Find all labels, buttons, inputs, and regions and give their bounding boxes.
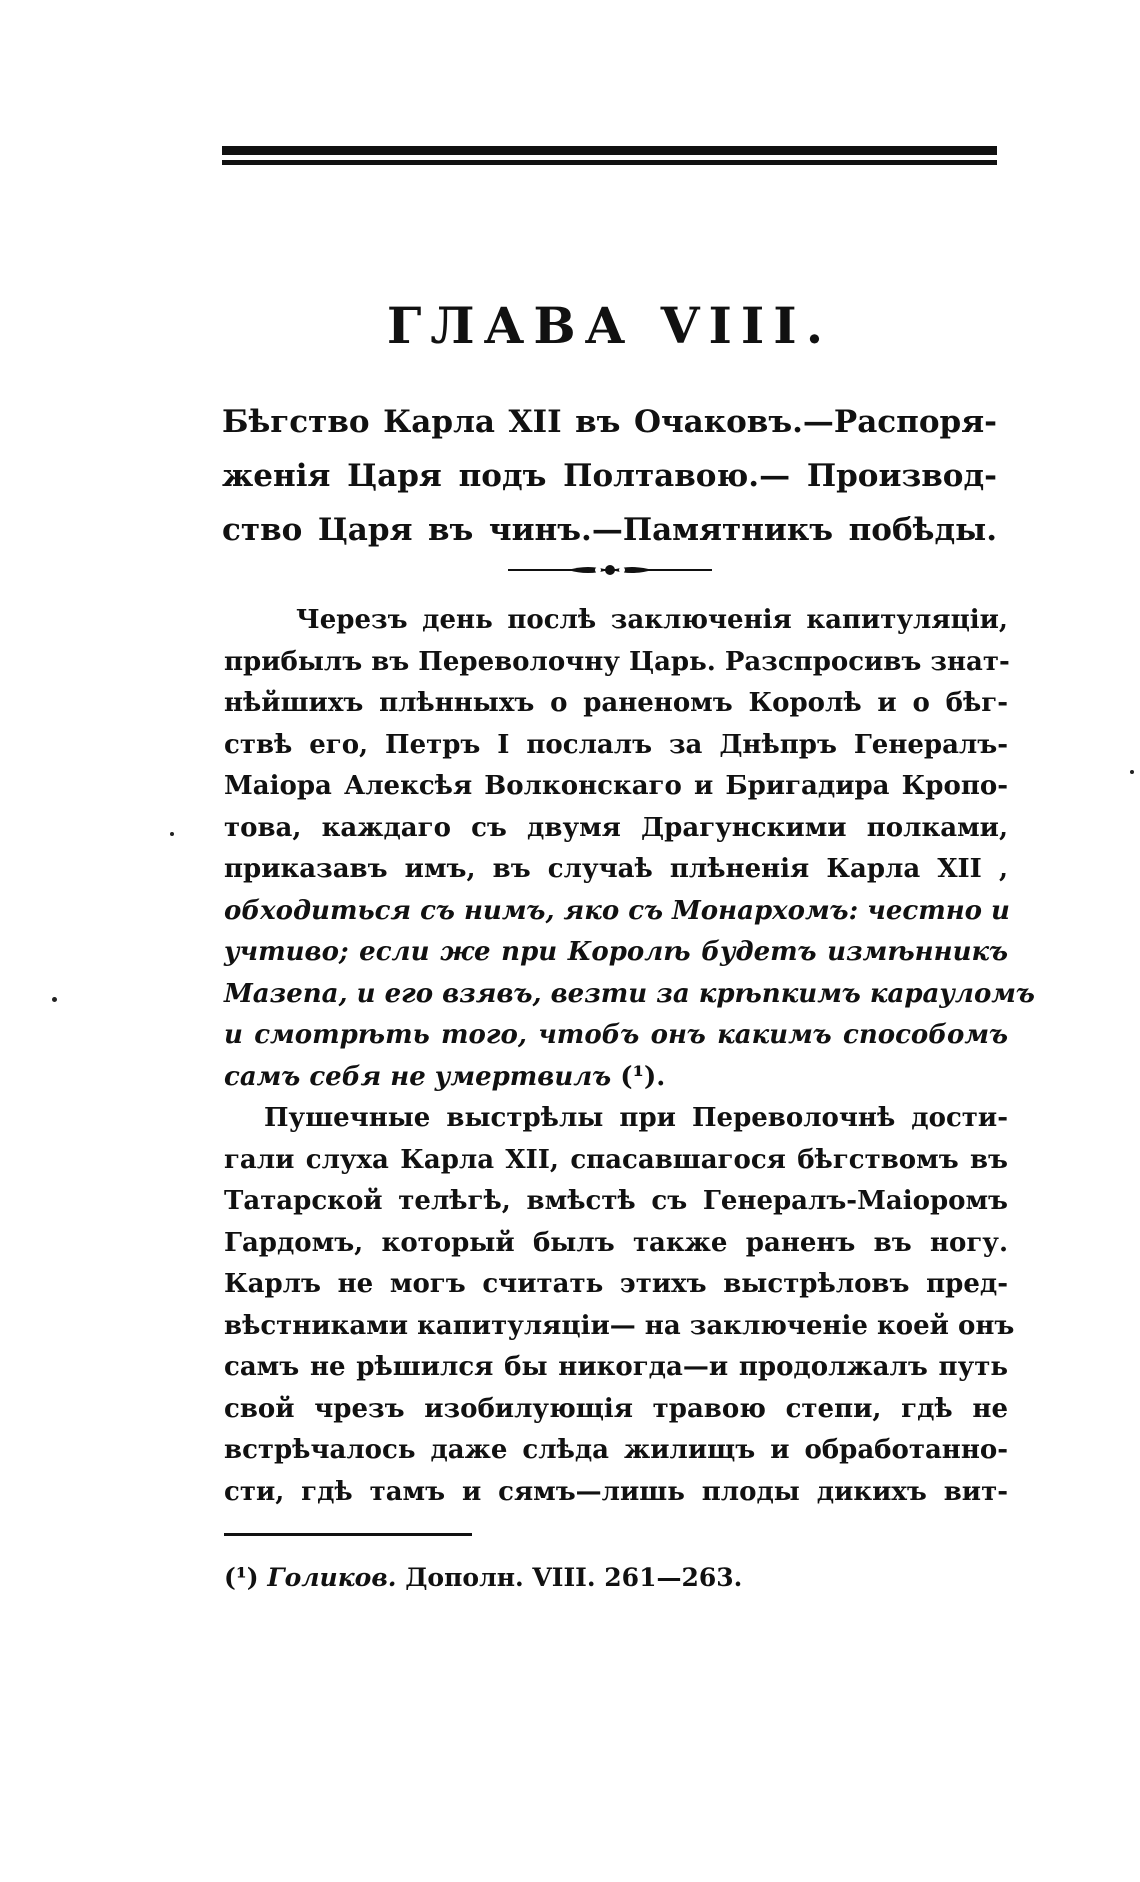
footnote <box>224 1560 742 1596</box>
text-line: Татарской телѣгѣ, вмѣстѣ съ Генералъ-Маіоромъ <box>224 1186 1008 1216</box>
text-line: встрѣчалось даже слѣда жилищъ и обработанно- <box>224 1435 1008 1465</box>
text-line: самъ не рѣшился бы никогда—и продолжалъ путь <box>224 1352 1008 1382</box>
text-line: Гардомъ, который былъ также раненъ въ ногу. <box>224 1227 1008 1258</box>
top-rule-thick <box>222 146 997 155</box>
text-line: сти, гдѣ тамъ и сямъ—лишь плоды дикихъ вит- <box>224 1476 1008 1507</box>
text-line: Черезъ день послѣ заключенія капитуляціи, <box>296 605 1008 635</box>
text-line: свой чрезъ изобилующія травою степи, гдѣ не <box>224 1393 1008 1424</box>
summary-line: женія Царя подъ Полтавою.— Производ- <box>222 458 997 494</box>
text-line: приказавъ имъ, въ случаѣ плѣненія Карла XII , <box>224 854 1008 884</box>
summary-line: ство Царя въ чинъ.—Памятникъ побѣды. <box>222 512 997 548</box>
footnote-marker: (¹) <box>224 1563 259 1592</box>
top-rule-thin <box>222 160 997 165</box>
summary-line: Бѣгство Карла XII въ Очаковъ.—Распоря- <box>222 404 997 440</box>
italic-text: самъ себя не умертвилъ <box>224 1061 612 1092</box>
text-line: Маіора Алексѣя Волконскаго и Бригадира Кропо- <box>224 771 1008 801</box>
text-line <box>224 1057 1008 1099</box>
italic-text: обходиться съ нимъ, яко съ Монархомъ: честно и <box>224 895 1010 926</box>
footnote-reference[interactable]: (¹). <box>620 1061 666 1092</box>
italic-text: учтиво; если же при Королѣ будетъ измѣнникъ <box>224 937 1008 967</box>
text-line: Карлъ не могъ считать этихъ выстрѣловъ пред- <box>224 1269 1008 1299</box>
text-line: ствѣ его, Петръ I послалъ за Днѣпръ Генералъ- <box>224 729 1008 760</box>
footnote-ref: Дополн. VIII. 261—263. <box>405 1563 743 1592</box>
text-line <box>224 1015 1008 1057</box>
footnote-rule <box>224 1533 472 1536</box>
footnote-author: Голиков. <box>267 1563 397 1592</box>
text-line: Пушечные выстрѣлы при Переволочнѣ дости- <box>264 1103 1008 1133</box>
scan-speck <box>170 832 174 836</box>
text-line: нѣйшихъ плѣнныхъ о раненомъ Королѣ и о бѣг- <box>224 688 1008 718</box>
text-line: прибылъ въ Переволочну Царь. Разспросивъ знат- <box>224 646 1010 677</box>
chapter-summary <box>222 395 997 557</box>
text-line: това, каждаго съ двумя Драгунскими полками, <box>224 812 1008 843</box>
scan-speck <box>52 997 57 1002</box>
text-line: вѣстниками капитуляціи— на заключеніе коей онъ <box>224 1310 1015 1341</box>
text-line <box>224 932 1008 974</box>
body-text <box>224 600 1035 1513</box>
ornament-divider-icon <box>508 560 712 580</box>
text-line <box>224 891 1008 933</box>
scan-speck <box>1130 770 1134 774</box>
italic-text: Мазепа, и его взявъ, везти за крѣпкимъ карауломъ <box>224 978 1035 1009</box>
chapter-title: ГЛАВА VIII. <box>386 296 833 355</box>
italic-text: и смотрѣть того, чтобъ онъ какимъ способомъ <box>224 1020 1008 1050</box>
text-line: гали слуха Карла XII, спасавшагося бѣгствомъ въ <box>224 1144 1008 1175</box>
text-line <box>224 974 1035 1016</box>
